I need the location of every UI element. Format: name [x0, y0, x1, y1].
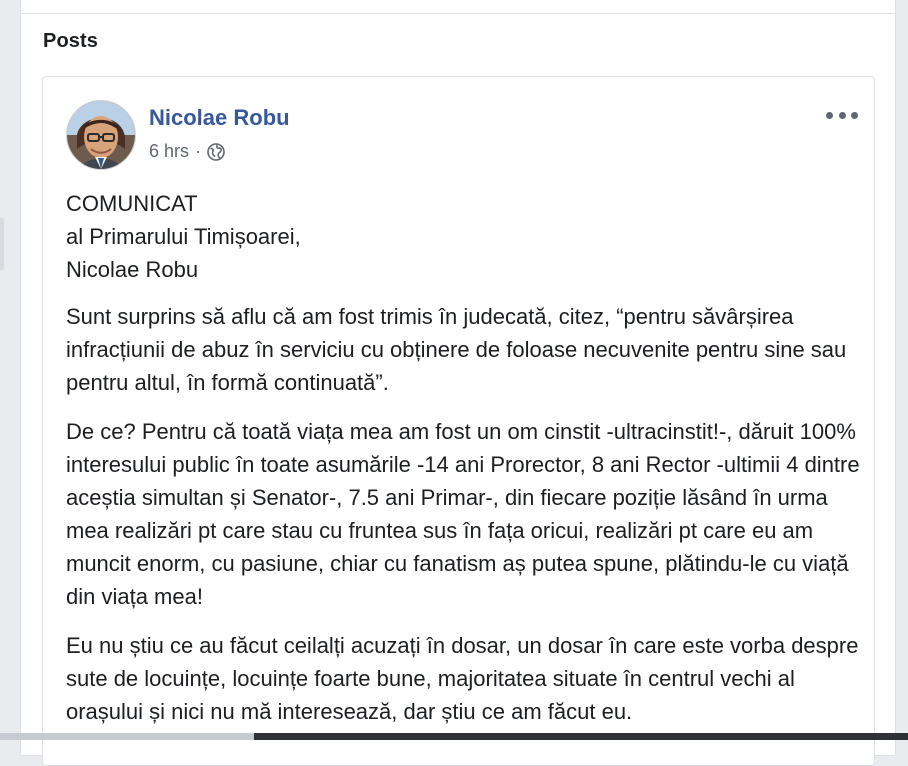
right-gutter — [896, 0, 908, 740]
previous-card-edge — [20, 0, 896, 14]
meta-separator: · — [195, 141, 202, 161]
post-heading-line-2: al Primarului Timișoarei, — [66, 224, 301, 249]
author-name-link[interactable]: Nicolae Robu — [149, 105, 290, 130]
section-title: Posts — [43, 30, 98, 52]
more-options-icon — [839, 112, 846, 119]
more-options-icon — [851, 112, 858, 119]
post-body — [66, 187, 862, 744]
post-heading-line-3: Nicolae Robu — [66, 257, 199, 282]
post-time-link[interactable]: 6 hrs — [149, 141, 190, 161]
globe-icon[interactable] — [207, 143, 225, 161]
post-heading-line-1: COMUNICAT — [66, 191, 198, 216]
left-scroll-handle[interactable] — [0, 218, 4, 270]
bottom-dark-bar — [254, 733, 908, 740]
post-meta — [149, 141, 225, 162]
post-paragraph-2: De ce? Pentru că toată viața mea am fost un om cinstit -ultracinstit!-, dăruit 100% interesului public în toate asumările -14 ani Prorector, 8 ani Rector -ultimii 4 dintre aceștia simultan și Senator-, 7.5 ani Primar-, din fiecare poziție lăsând în urma mea realizări pt care stau cu fruntea sus în fața oricui, realizări pt care eu am muncit enorm, cu pasiune, chiar cu fanatism aș putea spune, plătindu-le cu viață din viața mea! — [66, 419, 860, 609]
more-options-icon — [826, 112, 833, 119]
post-paragraph-3: Eu nu știu ce au făcut ceilalți acuzați în dosar, un dosar în care este vorba despre sute de locuințe, locuințe foarte bune, majoritatea situate în centrul vechi al orașului și nici nu mă interesează, dar știu ce am făcut eu. — [66, 633, 859, 724]
avatar[interactable] — [66, 100, 136, 170]
bottom-scroll-area — [0, 733, 908, 740]
post-card — [42, 76, 875, 766]
post-heading-block — [66, 187, 862, 286]
more-options-button[interactable] — [826, 108, 858, 122]
post-paragraph-1: Sunt surprins să aflu că am fost trimis în judecată, citez, “pentru săvârșirea infracțiunii de abuz în serviciu cu obținere de foloase necuvenite pentru sine sau pentru altul, în formă continuată”. — [66, 304, 847, 395]
